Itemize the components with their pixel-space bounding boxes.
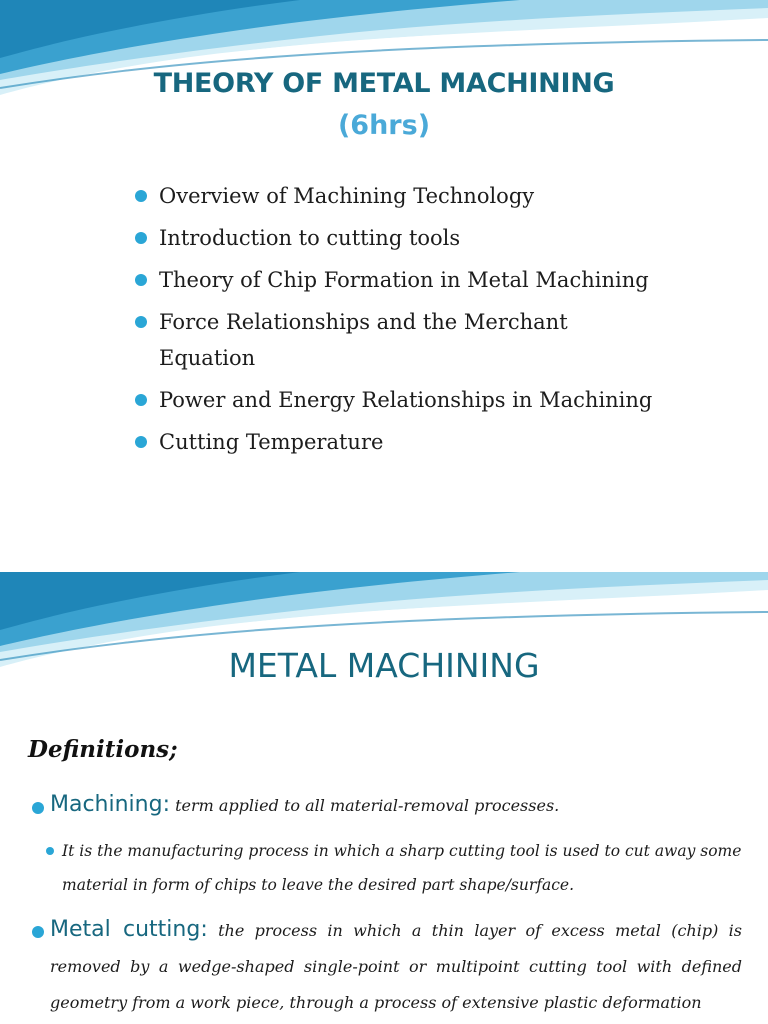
sub-list-item: [62, 834, 752, 902]
section-heading: Definitions;: [28, 736, 178, 763]
bullet-icon: [135, 394, 147, 406]
bullet-icon: [135, 232, 147, 244]
list-item-text: Cutting Temperature: [159, 430, 384, 454]
bullet-icon: [135, 274, 147, 286]
list-item: [134, 178, 734, 214]
term-description: the process in which a thin layer of excess metal (chip) is removed by a wedge-shaped single-point or multipoint cutting tool with defined geometry from a work piece, through a process of extensive plastic deformation: [50, 921, 742, 1012]
term-description: term applied to all material-removal processes.: [175, 796, 560, 815]
term-label: Machining:: [50, 792, 170, 817]
list-item-text: Power and Energy Relationships in Machining: [159, 388, 653, 412]
bullet-icon: [135, 190, 147, 202]
bullet-icon: [135, 316, 147, 328]
bullet-list: [134, 178, 734, 466]
term-label: Metal cutting:: [50, 917, 208, 942]
slide-2: [0, 512, 768, 1024]
bullet-icon: [46, 847, 54, 855]
definition-paragraph: [50, 912, 742, 1021]
bullet-icon: [32, 926, 44, 938]
list-item: [134, 262, 734, 298]
slide-subtitle: (6hrs): [337, 110, 431, 141]
list-item-text: Introduction to cutting tools: [159, 226, 461, 250]
sub-list-item-text: It is the manufacturing process in which a sharp cutting tool is used to cut away some material in form of chips to leave the desired part shape/surface.: [62, 842, 742, 894]
list-item: [134, 304, 579, 376]
slide-title: THEORY OF METAL MACHINING: [153, 68, 615, 99]
list-item: [28, 792, 748, 817]
bullet-icon: [32, 802, 44, 814]
list-item: [134, 220, 734, 256]
slide-title: METAL MACHINING: [228, 646, 540, 685]
bullet-icon: [135, 436, 147, 448]
list-item-text: Force Relationships and the Merchant Equation: [159, 310, 568, 370]
list-item-text: Overview of Machining Technology: [159, 184, 535, 208]
list-item: [134, 382, 734, 418]
list-item: [134, 424, 734, 460]
list-item-text: Theory of Chip Formation in Metal Machining: [159, 268, 649, 292]
